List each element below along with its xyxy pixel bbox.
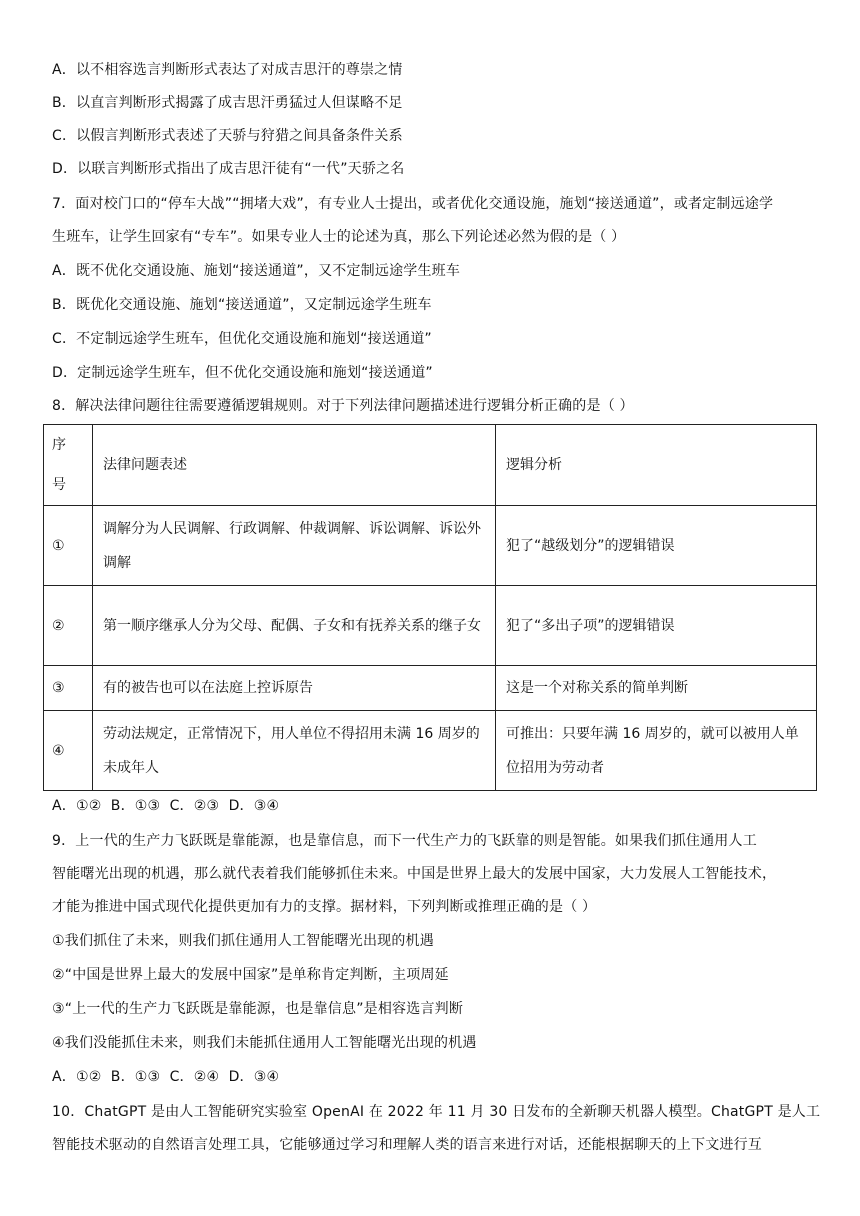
q8-row1-no: ①	[44, 506, 93, 586]
table-row	[44, 506, 817, 586]
q8-row4-analysis: 可推出：只要年满 16 周岁的，就可以被用人单位招用为劳动者	[496, 711, 817, 791]
q8-row2-no: ②	[44, 586, 93, 666]
q6-option-b: B．以直言判断形式揭露了成吉思汗勇猛过人但谋略不足	[52, 95, 403, 111]
q8-row4-no: ④	[44, 711, 93, 791]
q8-row2-analysis: 犯了“多出子项”的逻辑错误	[496, 586, 817, 666]
q8-row3-statement: 有的被告也可以在法庭上控诉原告	[93, 666, 496, 711]
q6-option-c: C．以假言判断形式表述了天骄与狩猎之间具备条件关系	[52, 128, 403, 144]
q7-stem-line1: 7．面对校门口的“停车大战”“拥堵大戏”，有专业人士提出，或者优化交通设施，施划“接送通道”，或者定制远途学	[52, 196, 774, 212]
q8-row2-statement: 第一顺序继承人分为父母、配偶、子女和有抚养关系的继子女	[93, 586, 496, 666]
q9-answers: A．①② B．①③ C．②④ D．③④	[52, 1069, 280, 1085]
q9-item-4: ④我们没能抓住未来，则我们未能抓住通用人工智能曙光出现的机遇	[52, 1035, 477, 1051]
q7-option-d: D．定制远途学生班车，但不优化交通设施和施划“接送通道”	[52, 365, 433, 381]
q7-option-a: A．既不优化交通设施、施划“接送通道”，又不定制远途学生班车	[52, 263, 461, 279]
q9-item-1: ①我们抓住了未来，则我们抓住通用人工智能曙光出现的机遇	[52, 933, 434, 949]
q9-stem-line1: 9．上一代的生产力飞跃既是靠能源，也是靠信息，而下一代生产力的飞跃靠的则是智能。如果我们抓住通用人工	[52, 833, 757, 849]
q8-header-analysis: 逻辑分析	[496, 425, 817, 506]
q8-answers: A．①② B．①③ C．②③ D．③④	[52, 798, 280, 814]
q7-option-c: C．不定制远途学生班车，但优化交通设施和施划“接送通道”	[52, 331, 432, 347]
q7-option-b: B．既优化交通设施、施划“接送通道”，又定制远途学生班车	[52, 297, 432, 313]
q8-row1-statement: 调解分为人民调解、行政调解、仲裁调解、诉讼调解、诉讼外调解	[93, 506, 496, 586]
table-row	[44, 666, 817, 711]
q8-header-no-text: 序号	[52, 437, 66, 493]
q6-option-a: A．以不相容选言判断形式表达了对成吉思汗的尊崇之情	[52, 62, 403, 78]
table-row	[44, 711, 817, 791]
q10-line1: 10．ChatGPT 是由人工智能研究实验室 OpenAI 在 2022 年 11 月 30 日发布的全新聊天机器人模型。ChatGPT 是人工	[52, 1104, 821, 1120]
q8-row3-no: ③	[44, 666, 93, 711]
q8-row1-analysis: 犯了“越级划分”的逻辑错误	[496, 506, 817, 586]
q9-item-2: ②“中国是世界上最大的发展中国家”是单称肯定判断，主项周延	[52, 967, 449, 983]
q10-line2: 智能技术驱动的自然语言处理工具，它能够通过学习和理解人类的语言来进行对话，还能根据聊天的上下文进行互	[52, 1137, 762, 1153]
q8-table	[43, 424, 817, 791]
q9-stem-line2: 智能曙光出现的机遇，那么就代表着我们能够抓住未来。中国是世界上最大的发展中国家，大力发展人工智能技术，	[52, 866, 777, 882]
q8-stem: 8．解决法律问题往往需要遵循逻辑规则。对于下列法律问题描述进行逻辑分析正确的是（ ）	[52, 398, 634, 414]
q9-item-3: ③“上一代的生产力飞跃既是靠能源，也是靠信息”是相容选言判断	[52, 1001, 464, 1017]
q8-row3-analysis: 这是一个对称关系的简单判断	[496, 666, 817, 711]
q8-table-header-row	[44, 425, 817, 506]
table-row	[44, 586, 817, 666]
q7-stem-line2: 生班车，让学生回家有“专车”。如果专业人士的论述为真，那么下列论述必然为假的是（ ）	[52, 229, 626, 245]
q6-option-d: D．以联言判断形式指出了成吉思汗徒有“一代”天骄之名	[52, 161, 405, 177]
q9-stem-line3: 才能为推进中国式现代化提供更加有力的支撑。据材料，下列判断或推理正确的是（ ）	[52, 899, 597, 915]
q8-header-statement: 法律问题表述	[93, 425, 496, 506]
q8-header-no	[44, 425, 93, 506]
q8-row4-statement: 劳动法规定，正常情况下，用人单位不得招用未满 16 周岁的未成年人	[93, 711, 496, 791]
